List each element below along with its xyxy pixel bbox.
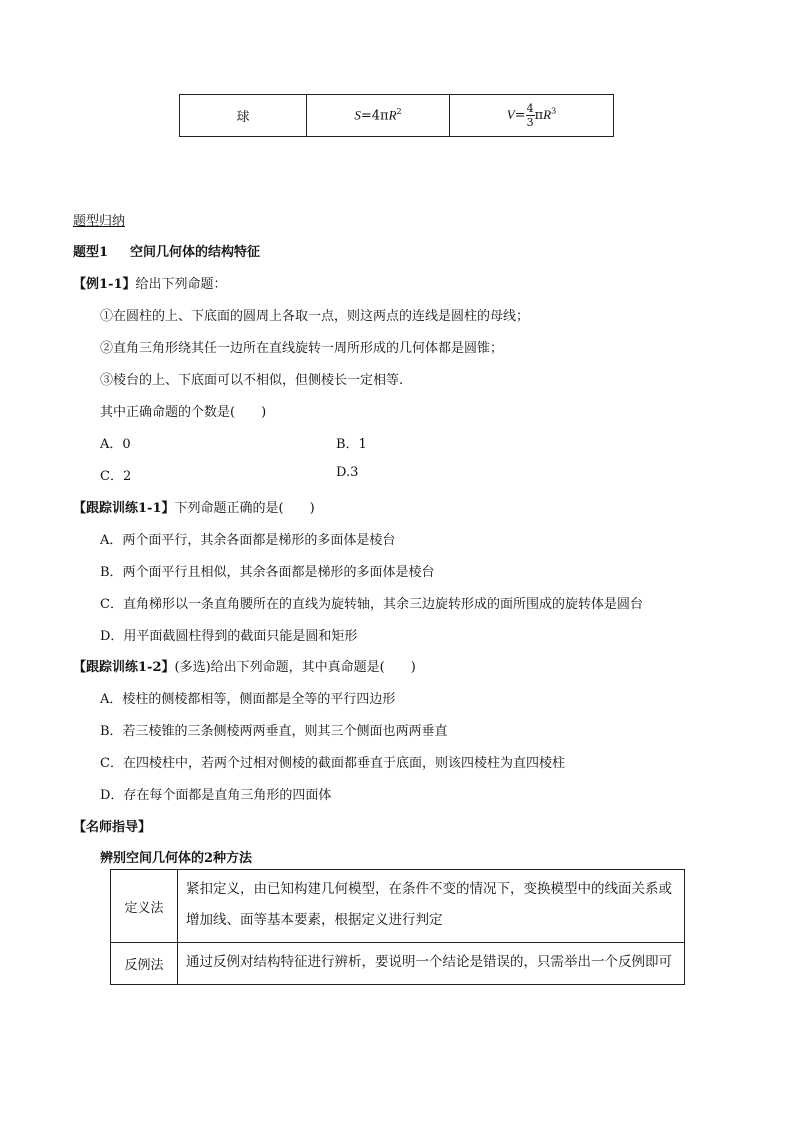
vol-eq: =	[514, 108, 526, 123]
drill1-heading	[73, 497, 315, 516]
vol-num: 4	[526, 102, 534, 115]
drill2-option-b: B．若三棱锥的三条侧棱两两垂直，则其三个侧面也两两垂直	[100, 724, 448, 739]
table-row	[111, 943, 685, 985]
example-intro: 给出下列命题：	[135, 277, 227, 292]
guide-tag: 【名师指导】	[73, 820, 152, 835]
method-name-counterexample: 反例法	[111, 943, 178, 985]
vol-fraction	[526, 102, 535, 129]
proposition-3: ③棱台的上、下底面可以不相似，但侧棱长一定相等.	[100, 373, 404, 388]
shape-cell: 球	[180, 95, 307, 137]
sphere-formula-table	[179, 94, 614, 137]
guide-subtitle: 辨别空间几何体的2种方法	[100, 851, 253, 866]
proposition-2: ②直角三角形绕其任一边所在直线旋转一周所形成的几何体都是圆锥；	[100, 341, 504, 356]
vol-den: 3	[526, 116, 534, 129]
area-exp: 2	[396, 107, 402, 117]
table-row	[180, 95, 614, 137]
volume-formula	[450, 95, 614, 137]
drill1-option-a: A．两个面平行，其余各面都是梯形的多面体是棱台	[100, 533, 396, 548]
drill2-option-a: A．棱柱的侧棱都相等，侧面都是全等的平行四边形	[100, 692, 396, 707]
method-desc-definition: 紧扣定义，由已知构建几何模型，在条件不变的情况下，变换模型中的线面关系或增加线、面等基本要素，根据定义进行判定	[178, 870, 685, 943]
option-c: C．2	[100, 469, 132, 484]
example-question: 其中正确命题的个数是( )	[100, 405, 267, 420]
drill2-question: (多选)给出下列命题，其中真命题是( )	[174, 660, 416, 675]
topic-title: 空间几何体的结构特征	[130, 245, 261, 260]
area-rhs: =4π	[360, 108, 389, 124]
section-heading: 题型归纳	[73, 214, 126, 229]
vol-lhs: V	[506, 107, 515, 122]
area-var: R	[388, 107, 397, 123]
topic-heading	[73, 241, 260, 260]
topic-label: 题型1	[73, 245, 109, 260]
drill1-option-c: C．直角梯形以一条直角腰所在的直线为旋转轴，其余三边旋转形成的面所围成的旋转体是圆台	[100, 597, 643, 612]
method-table	[110, 869, 685, 985]
drill1-tag: 【跟踪训练1-1】	[73, 501, 175, 516]
vol-var: R	[543, 107, 552, 122]
method-desc-counterexample: 通过反例对结构特征进行辨析，要说明一个结论是错误的，只需举出一个反例即可	[178, 943, 685, 985]
example-tag: 【例1-1】	[73, 277, 136, 292]
drill2-option-d: D．存在每个面都是直角三角形的四面体	[100, 788, 332, 803]
option-a: A．0	[100, 437, 131, 452]
drill2-heading	[73, 656, 416, 675]
method-name-definition: 定义法	[111, 870, 178, 943]
drill2-option-c: C．在四棱柱中，若两个过相对侧棱的截面都垂直于底面，则该四棱柱为直四棱柱	[100, 756, 565, 771]
option-d: D.3	[336, 465, 359, 480]
vol-exp: 3	[551, 106, 557, 116]
drill1-question: 下列命题正确的是( )	[174, 501, 315, 516]
drill1-option-b: B．两个面平行且相似，其余各面都是梯形的多面体是棱台	[100, 565, 435, 580]
option-b: B．1	[336, 437, 367, 452]
area-lhs: S	[354, 107, 361, 123]
surface-area-formula	[307, 95, 450, 137]
proposition-1: ①在圆柱的上、下底面的圆周上各取一点，则这两点的连线是圆柱的母线；	[100, 309, 530, 324]
example-heading	[73, 273, 227, 292]
vol-pi: π	[534, 108, 544, 123]
drill2-tag: 【跟踪训练1-2】	[73, 660, 175, 675]
drill1-option-d: D．用平面截圆柱得到的截面只能是圆和矩形	[100, 629, 358, 644]
table-row	[111, 870, 685, 943]
